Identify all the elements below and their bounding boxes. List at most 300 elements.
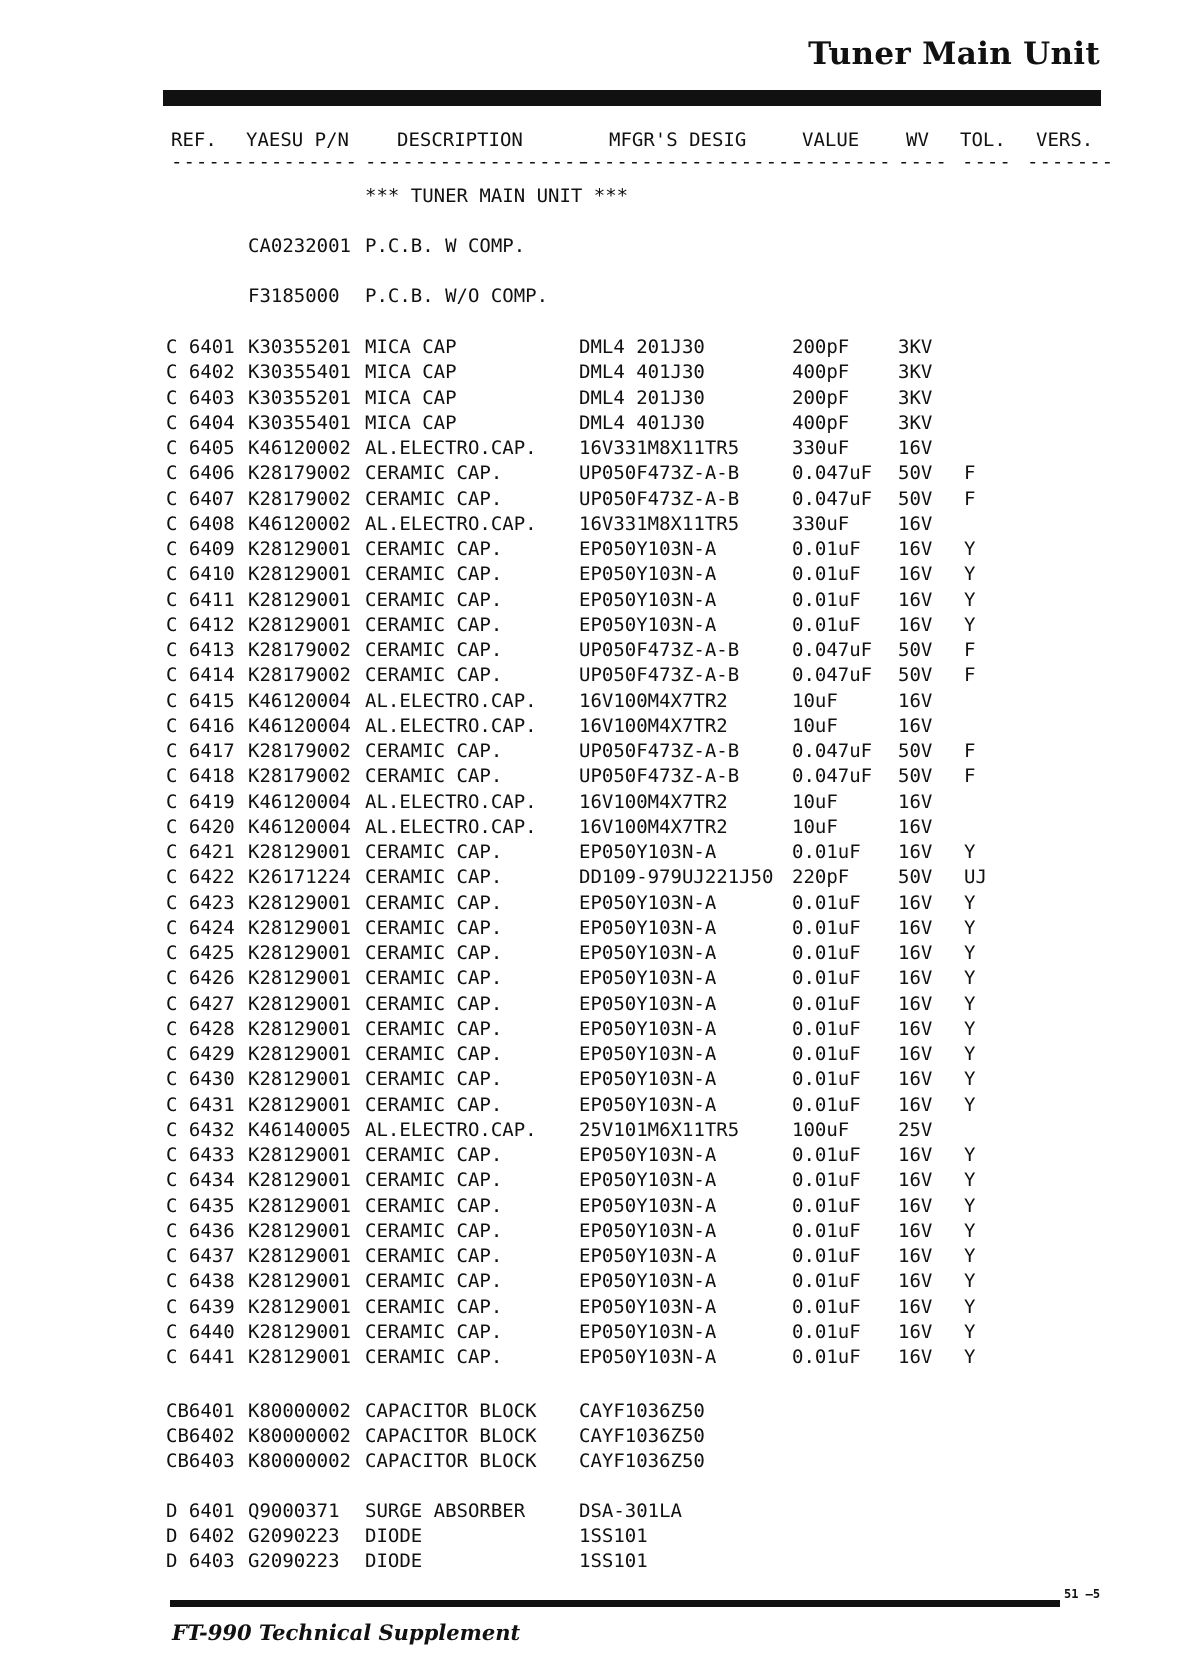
- cell-wv: 16V: [898, 917, 933, 939]
- cell-tol: UJ: [964, 866, 987, 888]
- cell-ref: C 6403: [166, 387, 235, 409]
- cell-wv: 16V: [898, 437, 933, 459]
- cell-ref: C 6418: [166, 765, 235, 787]
- cell-value: 0.01uF: [792, 1270, 861, 1292]
- cell-desc: CERAMIC CAP.: [365, 538, 503, 560]
- cell-wv: 16V: [898, 841, 933, 863]
- cell-mfgr: DML4 401J30: [579, 361, 705, 383]
- cell-value: 0.01uF: [792, 563, 861, 585]
- cell-pn: K46120002: [248, 437, 351, 459]
- cell-value: 330uF: [792, 437, 850, 459]
- cell-desc: AL.ELECTRO.CAP.: [365, 690, 537, 712]
- cell-value: 0.01uF: [792, 892, 861, 914]
- cell-mfgr: EP050Y103N-A: [579, 1346, 717, 1368]
- section-title: *** TUNER MAIN UNIT ***: [365, 185, 629, 207]
- cell-desc: CERAMIC CAP.: [365, 1144, 503, 1166]
- cell-tol: Y: [964, 538, 976, 560]
- cell-pn: K28179002: [248, 639, 351, 661]
- cell-tol: Y: [964, 614, 976, 636]
- cell-mfgr: DML4 401J30: [579, 412, 705, 434]
- cell-tol: Y: [964, 1018, 976, 1040]
- cell-value: 0.01uF: [792, 1245, 861, 1267]
- cell-mfgr: 16V331M8X11TR5: [579, 513, 740, 535]
- cell-desc: MICA CAP: [365, 412, 457, 434]
- cell-desc: CERAMIC CAP.: [365, 1018, 503, 1040]
- cell-ref: C 6430: [166, 1068, 235, 1090]
- cell-value: 200pF: [792, 387, 850, 409]
- cell-desc: SURGE ABSORBER: [365, 1500, 526, 1522]
- cell-wv: 16V: [898, 1068, 933, 1090]
- cell-pn: K30355401: [248, 361, 351, 383]
- cell-ref: C 6401: [166, 336, 235, 358]
- cell-desc: CERAMIC CAP.: [365, 967, 503, 989]
- cell-desc: AL.ELECTRO.CAP.: [365, 791, 537, 813]
- cell-tol: Y: [964, 1270, 976, 1292]
- cell-ref: C 6437: [166, 1245, 235, 1267]
- cell-value: 0.01uF: [792, 1144, 861, 1166]
- cell-ref: C 6434: [166, 1169, 235, 1191]
- cell-value: 0.01uF: [792, 1195, 861, 1217]
- cell-wv: 16V: [898, 1245, 933, 1267]
- column-header-pn: YAESU P/N: [246, 129, 349, 151]
- cell-value: 0.01uF: [792, 1346, 861, 1368]
- cell-pn: CA0232001: [248, 235, 351, 257]
- cell-tol: Y: [964, 892, 976, 914]
- cell-ref: C 6419: [166, 791, 235, 813]
- cell-desc: CAPACITOR BLOCK: [365, 1400, 537, 1422]
- column-header-ref: REF.: [171, 129, 217, 151]
- cell-wv: 16V: [898, 1195, 933, 1217]
- cell-ref: C 6410: [166, 563, 235, 585]
- cell-mfgr: 16V100M4X7TR2: [579, 791, 728, 813]
- cell-mfgr: EP050Y103N-A: [579, 1018, 717, 1040]
- cell-mfgr: 1SS101: [579, 1525, 648, 1547]
- cell-pn: G2090223: [248, 1525, 340, 1547]
- cell-tol: F: [964, 664, 976, 686]
- cell-desc: CERAMIC CAP.: [365, 765, 503, 787]
- cell-mfgr: 16V100M4X7TR2: [579, 715, 728, 737]
- cell-mfgr: DD109-979UJ221J50: [579, 866, 774, 888]
- cell-tol: Y: [964, 1346, 976, 1368]
- cell-pn: K28129001: [248, 614, 351, 636]
- cell-wv: 16V: [898, 589, 933, 611]
- cell-mfgr: EP050Y103N-A: [579, 1043, 717, 1065]
- cell-value: 10uF: [792, 690, 838, 712]
- cell-wv: 16V: [898, 563, 933, 585]
- cell-pn: Q9000371: [248, 1500, 340, 1522]
- cell-desc: CERAMIC CAP.: [365, 1169, 503, 1191]
- cell-value: 0.01uF: [792, 614, 861, 636]
- cell-mfgr: CAYF1036Z50: [579, 1400, 705, 1422]
- header-dash-ref: ------: [171, 151, 246, 173]
- column-header-wv: WV: [906, 129, 929, 151]
- cell-pn: K46120004: [248, 715, 351, 737]
- cell-value: 0.01uF: [792, 1068, 861, 1090]
- cell-wv: 16V: [898, 816, 933, 838]
- cell-pn: K46140005: [248, 1119, 351, 1141]
- cell-ref: C 6426: [166, 967, 235, 989]
- cell-mfgr: CAYF1036Z50: [579, 1425, 705, 1447]
- cell-ref: C 6402: [166, 361, 235, 383]
- column-header-value: VALUE: [802, 129, 860, 151]
- cell-pn: K28129001: [248, 1094, 351, 1116]
- cell-wv: 25V: [898, 1119, 933, 1141]
- cell-wv: 16V: [898, 715, 933, 737]
- cell-ref: C 6412: [166, 614, 235, 636]
- cell-pn: K46120002: [248, 513, 351, 535]
- cell-wv: 16V: [898, 1296, 933, 1318]
- cell-mfgr: EP050Y103N-A: [579, 1195, 717, 1217]
- cell-ref: C 6439: [166, 1296, 235, 1318]
- cell-desc: CERAMIC CAP.: [365, 639, 503, 661]
- cell-mfgr: 1SS101: [579, 1550, 648, 1572]
- header-dash-tol: ----: [962, 151, 1012, 173]
- cell-desc: CERAMIC CAP.: [365, 1245, 503, 1267]
- cell-pn: K28129001: [248, 1321, 351, 1343]
- cell-desc: P.C.B. W/O COMP.: [365, 285, 549, 307]
- cell-pn: K26171224: [248, 866, 351, 888]
- cell-pn: K28129001: [248, 993, 351, 1015]
- cell-wv: 16V: [898, 1270, 933, 1292]
- cell-tol: Y: [964, 967, 976, 989]
- header-dash-pn: ---------: [246, 151, 358, 173]
- cell-desc: CERAMIC CAP.: [365, 1068, 503, 1090]
- cell-mfgr: 16V331M8X11TR5: [579, 437, 740, 459]
- cell-value: 0.01uF: [792, 967, 861, 989]
- cell-ref: C 6405: [166, 437, 235, 459]
- cell-desc: CAPACITOR BLOCK: [365, 1425, 537, 1447]
- cell-pn: K28129001: [248, 967, 351, 989]
- cell-value: 0.047uF: [792, 488, 873, 510]
- cell-pn: K28129001: [248, 1144, 351, 1166]
- cell-pn: K28129001: [248, 1195, 351, 1217]
- cell-value: 10uF: [792, 816, 838, 838]
- cell-pn: K28129001: [248, 1270, 351, 1292]
- cell-tol: Y: [964, 942, 976, 964]
- cell-pn: K28129001: [248, 942, 351, 964]
- cell-desc: MICA CAP: [365, 361, 457, 383]
- cell-ref: C 6436: [166, 1220, 235, 1242]
- cell-pn: K28129001: [248, 892, 351, 914]
- bottom-rule: [170, 1600, 1060, 1607]
- cell-desc: CERAMIC CAP.: [365, 664, 503, 686]
- cell-tol: Y: [964, 563, 976, 585]
- cell-value: 0.047uF: [792, 664, 873, 686]
- cell-desc: AL.ELECTRO.CAP.: [365, 437, 537, 459]
- cell-ref: C 6414: [166, 664, 235, 686]
- cell-tol: F: [964, 765, 976, 787]
- cell-ref: C 6406: [166, 462, 235, 484]
- cell-wv: 50V: [898, 639, 933, 661]
- cell-desc: CERAMIC CAP.: [365, 942, 503, 964]
- cell-desc: CERAMIC CAP.: [365, 1195, 503, 1217]
- cell-pn: K28129001: [248, 841, 351, 863]
- cell-ref: C 6433: [166, 1144, 235, 1166]
- cell-value: 0.01uF: [792, 1043, 861, 1065]
- cell-mfgr: EP050Y103N-A: [579, 1296, 717, 1318]
- cell-ref: C 6416: [166, 715, 235, 737]
- cell-ref: D 6402: [166, 1525, 235, 1547]
- page-number: 51 —5: [1064, 1587, 1101, 1601]
- cell-wv: 50V: [898, 664, 933, 686]
- cell-wv: 16V: [898, 1144, 933, 1166]
- cell-tol: F: [964, 740, 976, 762]
- cell-desc: CERAMIC CAP.: [365, 1220, 503, 1242]
- cell-wv: 16V: [898, 942, 933, 964]
- cell-pn: K46120004: [248, 816, 351, 838]
- cell-pn: K80000002: [248, 1450, 351, 1472]
- column-header-vers: VERS.: [1036, 129, 1094, 151]
- cell-mfgr: EP050Y103N-A: [579, 589, 717, 611]
- cell-ref: C 6441: [166, 1346, 235, 1368]
- cell-ref: C 6408: [166, 513, 235, 535]
- cell-pn: K28129001: [248, 1346, 351, 1368]
- cell-value: 0.047uF: [792, 462, 873, 484]
- cell-wv: 16V: [898, 892, 933, 914]
- cell-mfgr: DSA-301LA: [579, 1500, 682, 1522]
- cell-tol: Y: [964, 1144, 976, 1166]
- cell-tol: Y: [964, 917, 976, 939]
- cell-wv: 16V: [898, 513, 933, 535]
- cell-mfgr: EP050Y103N-A: [579, 967, 717, 989]
- cell-desc: DIODE: [365, 1550, 423, 1572]
- cell-desc: CAPACITOR BLOCK: [365, 1450, 537, 1472]
- cell-ref: C 6420: [166, 816, 235, 838]
- cell-wv: 16V: [898, 993, 933, 1015]
- cell-mfgr: EP050Y103N-A: [579, 942, 717, 964]
- cell-desc: CERAMIC CAP.: [365, 1094, 503, 1116]
- cell-ref: C 6413: [166, 639, 235, 661]
- column-header-tol: TOL.: [960, 129, 1006, 151]
- cell-wv: 3KV: [898, 336, 933, 358]
- cell-value: 0.047uF: [792, 639, 873, 661]
- cell-desc: CERAMIC CAP.: [365, 1043, 503, 1065]
- column-header-mfgr: MFGR'S DESIG: [609, 129, 747, 151]
- cell-desc: MICA CAP: [365, 336, 457, 358]
- cell-mfgr: EP050Y103N-A: [579, 841, 717, 863]
- cell-pn: K28129001: [248, 563, 351, 585]
- cell-value: 200pF: [792, 336, 850, 358]
- cell-desc: AL.ELECTRO.CAP.: [365, 816, 537, 838]
- cell-wv: 16V: [898, 791, 933, 813]
- cell-mfgr: EP050Y103N-A: [579, 538, 717, 560]
- cell-pn: G2090223: [248, 1550, 340, 1572]
- cell-ref: C 6432: [166, 1119, 235, 1141]
- cell-value: 0.01uF: [792, 1169, 861, 1191]
- cell-value: 0.01uF: [792, 841, 861, 863]
- cell-tol: Y: [964, 1296, 976, 1318]
- cell-ref: C 6422: [166, 866, 235, 888]
- cell-mfgr: DML4 201J30: [579, 387, 705, 409]
- cell-mfgr: EP050Y103N-A: [579, 993, 717, 1015]
- cell-mfgr: EP050Y103N-A: [579, 1169, 717, 1191]
- cell-mfgr: UP050F473Z-A-B: [579, 765, 740, 787]
- cell-pn: K28179002: [248, 462, 351, 484]
- cell-mfgr: EP050Y103N-A: [579, 1270, 717, 1292]
- cell-desc: CERAMIC CAP.: [365, 1346, 503, 1368]
- cell-pn: K28129001: [248, 1169, 351, 1191]
- cell-tol: Y: [964, 589, 976, 611]
- cell-wv: 16V: [898, 690, 933, 712]
- cell-wv: 16V: [898, 614, 933, 636]
- cell-tol: Y: [964, 1245, 976, 1267]
- cell-tol: Y: [964, 1169, 976, 1191]
- cell-desc: CERAMIC CAP.: [365, 841, 503, 863]
- cell-mfgr: EP050Y103N-A: [579, 917, 717, 939]
- cell-value: 400pF: [792, 412, 850, 434]
- cell-desc: CERAMIC CAP.: [365, 589, 503, 611]
- cell-value: 0.01uF: [792, 942, 861, 964]
- cell-value: 220pF: [792, 866, 850, 888]
- cell-pn: K28179002: [248, 740, 351, 762]
- cell-ref: C 6404: [166, 412, 235, 434]
- cell-mfgr: EP050Y103N-A: [579, 563, 717, 585]
- cell-ref: C 6431: [166, 1094, 235, 1116]
- cell-pn: K28129001: [248, 917, 351, 939]
- cell-ref: C 6417: [166, 740, 235, 762]
- cell-desc: CERAMIC CAP.: [365, 614, 503, 636]
- cell-tol: Y: [964, 1043, 976, 1065]
- cell-ref: CB6402: [166, 1425, 235, 1447]
- cell-wv: 16V: [898, 1220, 933, 1242]
- cell-tol: Y: [964, 1195, 976, 1217]
- cell-value: 0.01uF: [792, 1296, 861, 1318]
- cell-desc: CERAMIC CAP.: [365, 1296, 503, 1318]
- cell-value: 0.01uF: [792, 538, 861, 560]
- cell-wv: 16V: [898, 1018, 933, 1040]
- cell-tol: Y: [964, 1094, 976, 1116]
- cell-value: 100uF: [792, 1119, 850, 1141]
- cell-mfgr: EP050Y103N-A: [579, 1321, 717, 1343]
- cell-desc: AL.ELECTRO.CAP.: [365, 513, 537, 535]
- cell-desc: AL.ELECTRO.CAP.: [365, 715, 537, 737]
- cell-desc: CERAMIC CAP.: [365, 1270, 503, 1292]
- cell-wv: 16V: [898, 1169, 933, 1191]
- cell-value: 0.01uF: [792, 589, 861, 611]
- header-dash-vers: -------: [1027, 151, 1115, 173]
- cell-ref: C 6440: [166, 1321, 235, 1343]
- cell-mfgr: UP050F473Z-A-B: [579, 462, 740, 484]
- cell-mfgr: EP050Y103N-A: [579, 1245, 717, 1267]
- cell-ref: C 6435: [166, 1195, 235, 1217]
- cell-ref: C 6407: [166, 488, 235, 510]
- cell-wv: 50V: [898, 488, 933, 510]
- cell-ref: C 6428: [166, 1018, 235, 1040]
- cell-value: 400pF: [792, 361, 850, 383]
- cell-wv: 3KV: [898, 387, 933, 409]
- cell-mfgr: UP050F473Z-A-B: [579, 664, 740, 686]
- cell-desc: CERAMIC CAP.: [365, 462, 503, 484]
- cell-desc: MICA CAP: [365, 387, 457, 409]
- cell-ref: CB6401: [166, 1400, 235, 1422]
- cell-wv: 16V: [898, 967, 933, 989]
- cell-value: 0.01uF: [792, 917, 861, 939]
- cell-wv: 16V: [898, 1043, 933, 1065]
- cell-value: 10uF: [792, 791, 838, 813]
- cell-pn: K46120004: [248, 791, 351, 813]
- cell-desc: CERAMIC CAP.: [365, 488, 503, 510]
- cell-wv: 16V: [898, 1346, 933, 1368]
- cell-ref: C 6421: [166, 841, 235, 863]
- cell-pn: K80000002: [248, 1425, 351, 1447]
- cell-wv: 50V: [898, 462, 933, 484]
- cell-pn: K28129001: [248, 1043, 351, 1065]
- cell-mfgr: UP050F473Z-A-B: [579, 639, 740, 661]
- cell-mfgr: 25V101M6X11TR5: [579, 1119, 740, 1141]
- cell-value: 0.01uF: [792, 1018, 861, 1040]
- cell-mfgr: UP050F473Z-A-B: [579, 488, 740, 510]
- cell-ref: C 6411: [166, 589, 235, 611]
- page-title: Tuner Main Unit: [808, 36, 1100, 72]
- cell-pn: K28129001: [248, 1245, 351, 1267]
- cell-value: 0.047uF: [792, 765, 873, 787]
- header-dash-wv: ----: [898, 151, 948, 173]
- cell-wv: 3KV: [898, 361, 933, 383]
- cell-desc: CERAMIC CAP.: [365, 892, 503, 914]
- cell-wv: 50V: [898, 765, 933, 787]
- cell-mfgr: 16V100M4X7TR2: [579, 690, 728, 712]
- cell-wv: 3KV: [898, 412, 933, 434]
- cell-mfgr: EP050Y103N-A: [579, 614, 717, 636]
- cell-mfgr: CAYF1036Z50: [579, 1450, 705, 1472]
- cell-desc: CERAMIC CAP.: [365, 993, 503, 1015]
- cell-pn: K28179002: [248, 664, 351, 686]
- cell-tol: F: [964, 488, 976, 510]
- cell-mfgr: EP050Y103N-A: [579, 892, 717, 914]
- cell-desc: AL.ELECTRO.CAP.: [365, 1119, 537, 1141]
- cell-tol: Y: [964, 1220, 976, 1242]
- cell-desc: CERAMIC CAP.: [365, 1321, 503, 1343]
- cell-pn: K30355201: [248, 336, 351, 358]
- cell-desc: CERAMIC CAP.: [365, 917, 503, 939]
- cell-value: 0.047uF: [792, 740, 873, 762]
- cell-wv: 50V: [898, 866, 933, 888]
- cell-pn: K28129001: [248, 589, 351, 611]
- cell-tol: F: [964, 639, 976, 661]
- cell-ref: C 6423: [166, 892, 235, 914]
- cell-pn: K28129001: [248, 1296, 351, 1318]
- cell-mfgr: DML4 201J30: [579, 336, 705, 358]
- cell-mfgr: UP050F473Z-A-B: [579, 740, 740, 762]
- cell-pn: K30355401: [248, 412, 351, 434]
- header-dash-mfgr: ------------------: [579, 151, 803, 173]
- footer-text: FT-990 Technical Supplement: [172, 1620, 521, 1645]
- cell-desc: CERAMIC CAP.: [365, 740, 503, 762]
- cell-value: 0.01uF: [792, 993, 861, 1015]
- header-dash-value: --------: [792, 151, 892, 173]
- cell-wv: 16V: [898, 1321, 933, 1343]
- cell-ref: D 6401: [166, 1500, 235, 1522]
- cell-pn: K28129001: [248, 1068, 351, 1090]
- cell-wv: 16V: [898, 1094, 933, 1116]
- cell-pn: K30355201: [248, 387, 351, 409]
- cell-value: 0.01uF: [792, 1220, 861, 1242]
- header-dash-desc: ------------------: [365, 151, 589, 173]
- cell-pn: K28129001: [248, 1220, 351, 1242]
- cell-tol: Y: [964, 1068, 976, 1090]
- column-header-desc: DESCRIPTION: [397, 129, 523, 151]
- cell-pn: K28179002: [248, 488, 351, 510]
- cell-pn: K28129001: [248, 538, 351, 560]
- cell-value: 10uF: [792, 715, 838, 737]
- cell-value: 0.01uF: [792, 1094, 861, 1116]
- cell-wv: 50V: [898, 740, 933, 762]
- cell-mfgr: 16V100M4X7TR2: [579, 816, 728, 838]
- cell-pn: K28179002: [248, 765, 351, 787]
- cell-mfgr: EP050Y103N-A: [579, 1094, 717, 1116]
- cell-tol: Y: [964, 841, 976, 863]
- cell-pn: K28129001: [248, 1018, 351, 1040]
